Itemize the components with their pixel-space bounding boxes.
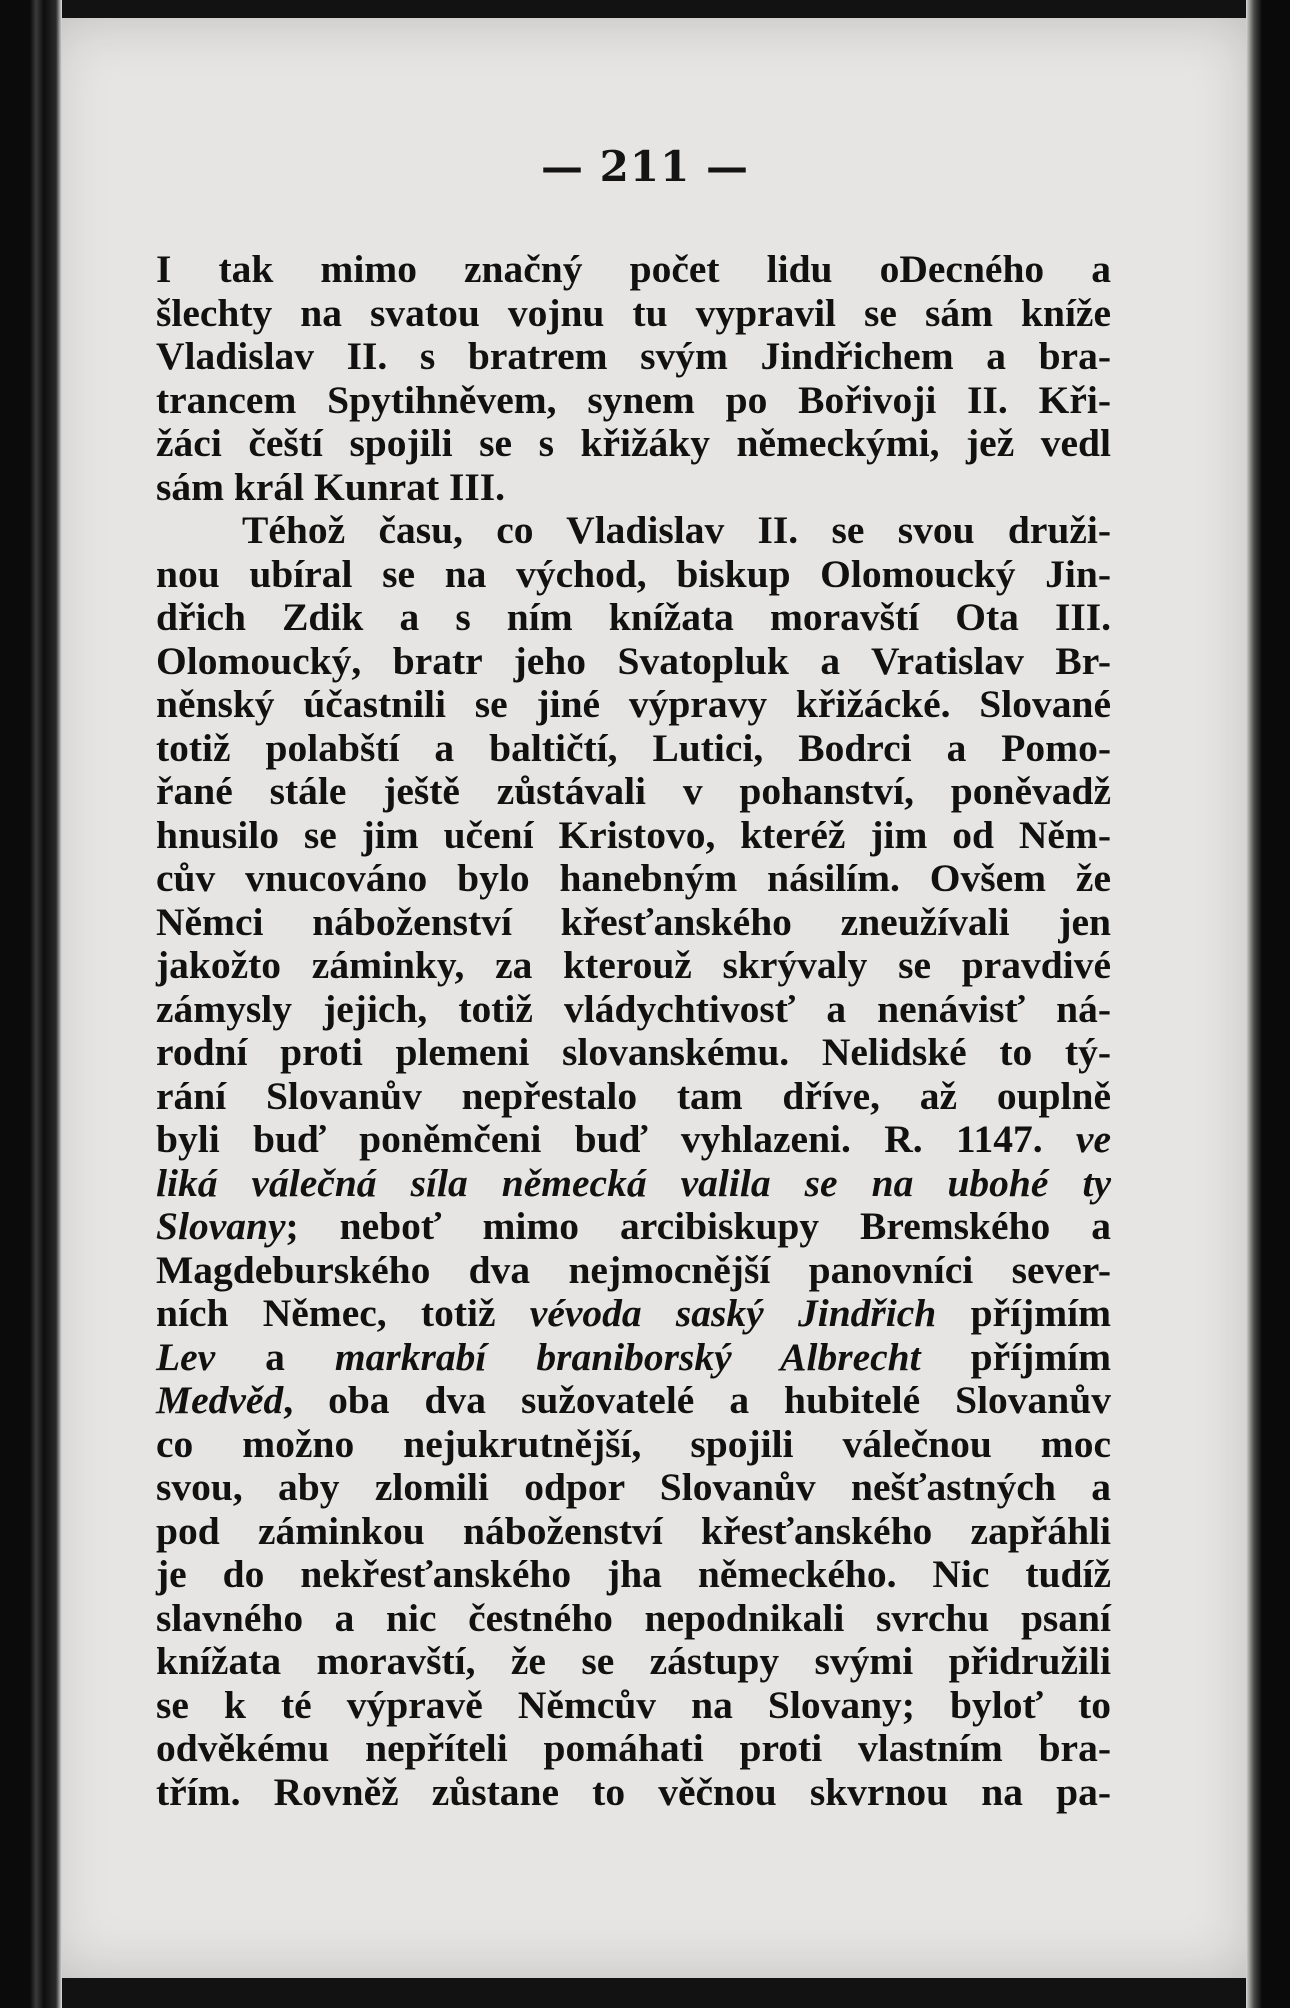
text-line: [156, 901, 1111, 945]
italic-text: liká válečná síla německá valila se na ubohé ty: [156, 1160, 1111, 1205]
text-line: [156, 944, 1111, 988]
text-segment: Němci náboženství křesťanského zneužívali jen: [156, 899, 1111, 944]
text-segment: Olomoucký, bratr jeho Svatopluk a Vratislav Br-: [156, 638, 1111, 683]
text-line: [156, 1771, 1111, 1815]
text-line: [156, 857, 1111, 901]
text-segment: ních Němec, totiž: [156, 1291, 530, 1335]
text-line: [156, 379, 1111, 423]
text-line: [156, 1379, 1111, 1423]
text-segment: sám král Kunrat III.: [156, 464, 505, 509]
text-segment: jakožto záminky, za kterouž skrývaly se pravdivé: [156, 943, 1111, 987]
text-line: [156, 1075, 1111, 1119]
text-segment: , oba dva sužovatelé a hubitelé Slovanův: [283, 1378, 1111, 1422]
text-segment: svou, aby zlomili odpor Slovanův nešťastných a: [156, 1465, 1111, 1509]
text-segment: příjmím: [936, 1291, 1111, 1335]
text-line: [156, 814, 1111, 858]
text-line: [156, 1640, 1111, 1684]
text-line: [156, 1336, 1111, 1380]
text-segment: něnský účastnili se jiné výpravy křižácké. Slované: [156, 682, 1111, 726]
text-line: [156, 1292, 1111, 1336]
text-segment: dřich Zdik a s ním knížata moravští Ota III.: [156, 595, 1111, 639]
text-segment: pod záminkou náboženství křesťanského zapřáhli: [156, 1508, 1111, 1553]
text-line: [156, 1031, 1111, 1075]
text-segment: žáci čeští spojili se s křižáky německými, jež vedl: [156, 421, 1111, 465]
book-binding-edge: [0, 0, 62, 2008]
text-segment: šlechty na svatou vojnu tu vypravil se sám kníže: [156, 290, 1111, 335]
text-segment: rání Slovanův nepřestalo tam dříve, až ouplně: [156, 1073, 1111, 1118]
text-segment: knížata moravští, že se zástupy svými přidružili: [156, 1639, 1111, 1683]
text-line: [156, 596, 1111, 640]
text-line: [156, 1727, 1111, 1771]
page-number: — 211 —: [541, 142, 749, 191]
text-line: [156, 1510, 1111, 1554]
italic-text: ve: [1075, 1117, 1111, 1161]
italic-text: Lev: [156, 1334, 216, 1379]
italic-text: vévoda saský Jindřich: [529, 1291, 937, 1335]
text-segment: se k té výpravě Němcův na Slovany; byloť to: [156, 1682, 1111, 1727]
text-line: [156, 1423, 1111, 1467]
text-segment: cův vnucováno bylo hanebným násilím. Ovšem že: [156, 856, 1111, 900]
text-line: [156, 292, 1111, 336]
text-segment: Magdeburského dva nejmocnější panovníci sever-: [156, 1247, 1111, 1292]
text-line: [156, 1684, 1111, 1728]
text-segment: Téhož času, co Vladislav II. se svou druži-: [242, 508, 1111, 552]
text-segment: odvěkému nepříteli pomáhati proti vlastním bra-: [156, 1726, 1111, 1770]
text-segment: příjmím: [920, 1334, 1112, 1379]
text-line: [156, 1249, 1111, 1293]
text-line: [156, 248, 1111, 292]
text-segment: řané stále ještě zůstávali v pohanství, poněvadž: [156, 769, 1111, 813]
text-line: [156, 1466, 1111, 1510]
text-segment: totiž polabští a baltičtí, Lutici, Bodrci a Pomo-: [156, 725, 1111, 770]
text-line: [156, 770, 1111, 814]
text-segment: hnusilo se jim učení Kristovo, kteréž jim od Něm-: [156, 812, 1111, 857]
italic-text: Medvěd: [156, 1378, 284, 1422]
text-line: [156, 509, 1111, 553]
text-segment: I tak mimo značný počet lidu oDecného a: [156, 247, 1111, 291]
text-segment: slavného a nic čestného nepodnikali svrchu psaní: [156, 1595, 1111, 1640]
text-segment: trancem Spytihněvem, synem po Bořivoji II. Kři-: [156, 377, 1111, 422]
text-segment: Vladislav II. s bratrem svým Jindřichem a bra-: [156, 334, 1111, 378]
text-line: [156, 1205, 1111, 1249]
italic-text: Slovany: [156, 1204, 286, 1248]
text-line: [156, 335, 1111, 379]
text-segment: je do nekřesťanského jha německého. Nic tudíž: [156, 1552, 1111, 1596]
text-line: [156, 553, 1111, 597]
text-segment: a: [215, 1334, 335, 1379]
text-line: [156, 1553, 1111, 1597]
text-line: [156, 422, 1111, 466]
text-line: [156, 1118, 1111, 1162]
text-segment: nou ubíral se na východ, biskup Olomoucký Jin-: [156, 551, 1111, 596]
page-right-edge: [1246, 0, 1290, 2008]
text-segment: třím. Rovněž zůstane to věčnou skvrnou na pa-: [156, 1769, 1111, 1814]
text-segment: zámysly jejich, totiž vládychtivosť a nenávisť ná-: [156, 986, 1111, 1031]
body-text: [156, 248, 1111, 1814]
italic-text: markrabí braniborský Albrecht: [334, 1334, 921, 1379]
text-segment: co možno nejukrutnější, spojili válečnou moc: [156, 1421, 1111, 1466]
text-segment: ; neboť mimo arcibiskupy Bremského a: [285, 1204, 1111, 1248]
text-line: [156, 988, 1111, 1032]
text-line: [156, 640, 1111, 684]
text-line: [156, 683, 1111, 727]
text-segment: byli buď poněmčeni buď vyhlazeni. R. 1147.: [156, 1117, 1076, 1161]
text-line: [156, 727, 1111, 771]
text-segment: rodní proti plemeni slovanskému. Nelidské to tý-: [156, 1030, 1111, 1074]
text-line: [156, 1597, 1111, 1641]
text-line: [156, 1162, 1111, 1206]
text-line: [156, 466, 1111, 510]
